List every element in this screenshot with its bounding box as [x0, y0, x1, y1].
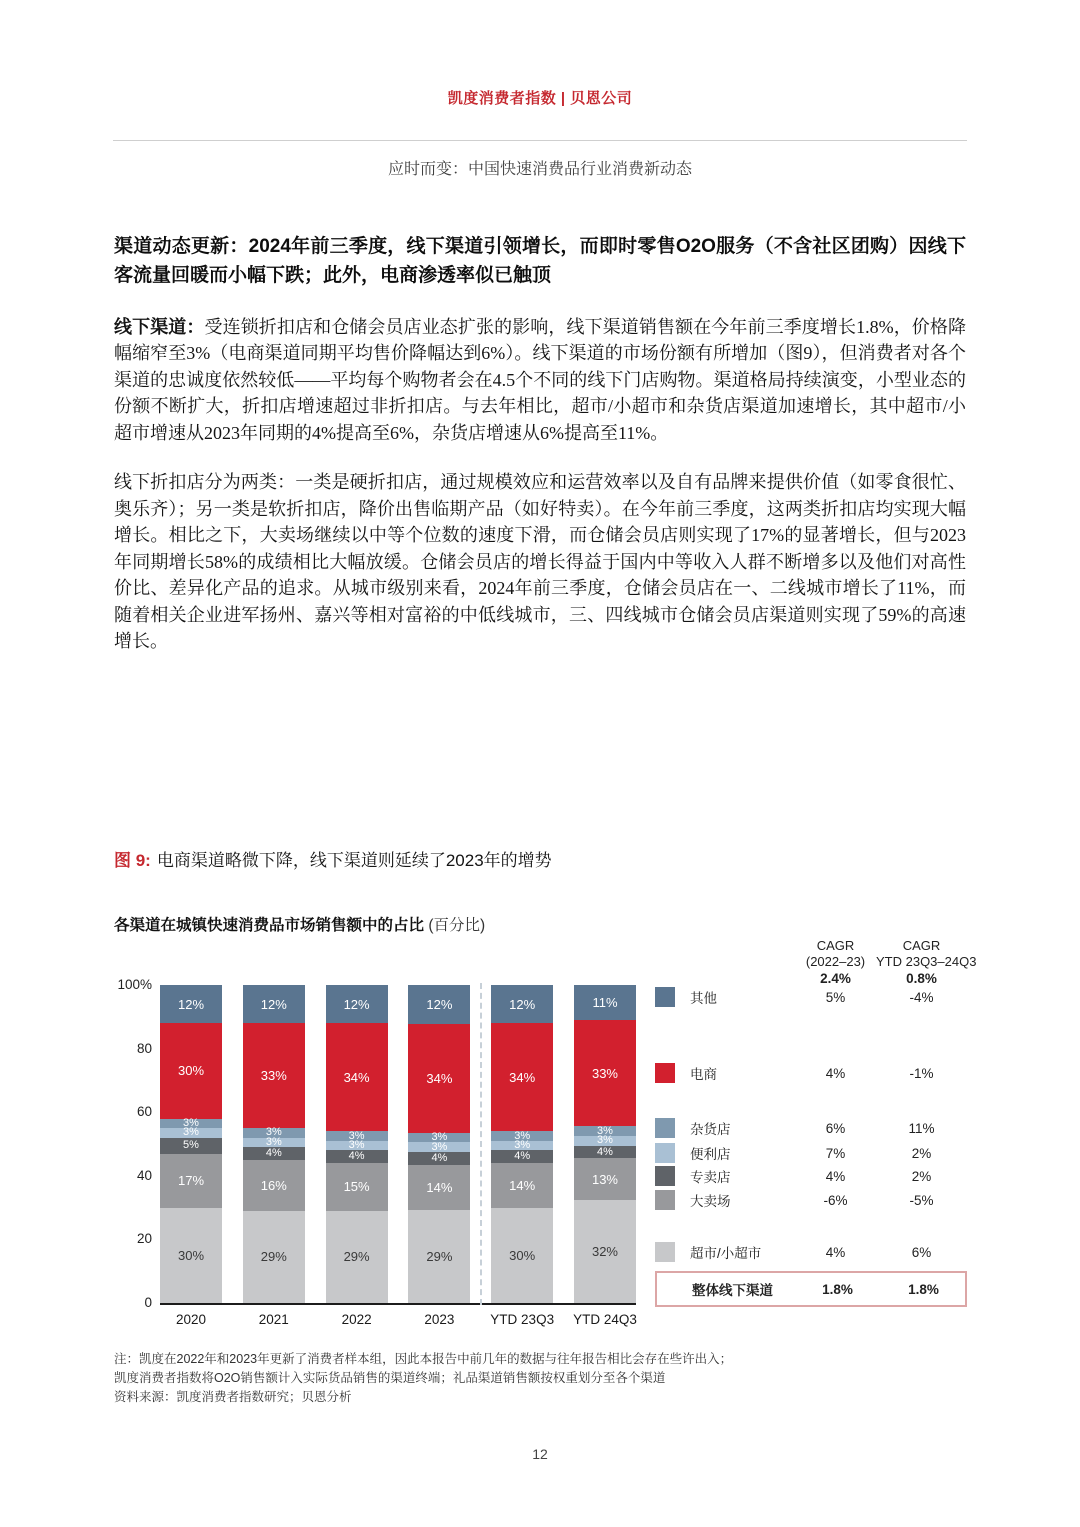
x-label-text: 2023 [424, 1312, 455, 1327]
cagr-header-line2: (2022–23) [805, 954, 866, 969]
x-label-2021 [243, 1312, 305, 1327]
x-label-2023 [408, 1312, 470, 1327]
segment-电商 [491, 1023, 553, 1131]
segment-其他 [326, 985, 388, 1023]
chart-title-text: 各渠道在城镇快速消费品市场销售额中的占比 [114, 917, 425, 934]
figure-label: 图 9: [114, 851, 151, 870]
cagr-header-line1: CAGR [816, 938, 855, 953]
segment-value: 33% [260, 1068, 287, 1084]
segment-value: 3% [431, 1131, 448, 1144]
paragraph-1-lead: 线下渠道： [114, 317, 205, 337]
segment-value: 12% [177, 996, 205, 1012]
legend-ytd-value: 2% [911, 1145, 932, 1161]
legend-total-label: 整体线下渠道 [692, 1283, 773, 1298]
segment-便利店 [408, 1142, 470, 1152]
segment-value: 3% [597, 1134, 613, 1147]
segment-大卖场 [574, 1158, 636, 1200]
legend-row-超市/小超市 [655, 1241, 967, 1263]
segment-value: 32% [591, 1244, 618, 1260]
segment-value: 14% [509, 1177, 536, 1193]
segment-其他 [574, 985, 636, 1020]
legend-swatch-icon [655, 1166, 675, 1186]
figure-caption-text: 电商渠道略微下降，线下渠道则延续了2023年的增势 [156, 851, 552, 870]
x-label-text: 2022 [341, 1312, 372, 1327]
legend-row-杂货店 [655, 1117, 967, 1139]
legend-label: 便利店 [690, 1147, 731, 1162]
x-label-text: 2020 [175, 1312, 207, 1327]
paragraph-1-text: 受连锁折扣店和仓储会员店业态扩张的影响，线下渠道销售额在今年前三季度增长1.8%，价格降幅缩窄至3%（电商渠道同期平均售价降幅达到6%）。线下渠道的市场份额有所增加（图9），但消费者对各个渠道的忠诚度依然较低——平均每个购物者会在4.5个不同的线下门店购物。渠道格局持续演变，小型业态的份额不断扩大，折扣店增速超过非折扣店。与去年相比，超市/小超市和杂货店渠道加速增长，其中超市/小超市增速从2023年同期的4%提高至6%，杂货店增速从6%提高至11%。 [114, 317, 966, 443]
legend-label: 电商 [690, 1067, 717, 1082]
chart-title [114, 913, 485, 935]
segment-便利店 [160, 1128, 222, 1138]
bar-YTD 23Q3 [491, 985, 553, 1303]
segment-value: 17% [177, 1173, 205, 1189]
legend-ytd-value: 2% [911, 1168, 932, 1184]
legend-cagr-value: 4% [825, 1065, 846, 1081]
x-label-YTD 24Q3 [574, 1312, 636, 1327]
legend-row-便利店 [655, 1142, 967, 1164]
ytd-column-header [876, 938, 977, 987]
legend-cagr-value: 5% [825, 989, 846, 1005]
x-axis [160, 1312, 636, 1327]
legend-cagr-value: 7% [825, 1145, 846, 1161]
legend-ytd-value: -4% [909, 989, 934, 1005]
x-label-2020 [160, 1312, 222, 1327]
bar-2021 [243, 985, 305, 1303]
legend-swatch-icon [655, 1143, 675, 1163]
legend-swatch-icon [655, 1118, 675, 1138]
legend-label: 杂货店 [690, 1122, 731, 1137]
cagr-column-header [795, 938, 876, 987]
bar-2022 [326, 985, 388, 1303]
segment-value: 12% [426, 996, 453, 1012]
y-tick: 80 [136, 1040, 152, 1056]
segment-value: 14% [426, 1179, 453, 1195]
segment-大卖场 [491, 1163, 553, 1208]
segment-超市/小超市 [160, 1208, 222, 1303]
legend-swatch-icon [655, 1242, 675, 1262]
segment-value: 3% [431, 1140, 448, 1153]
segment-超市/小超市 [326, 1211, 388, 1303]
segment-value: 34% [509, 1069, 536, 1085]
segment-value: 29% [343, 1249, 370, 1265]
segment-超市/小超市 [243, 1211, 305, 1303]
legend-row-专卖店 [655, 1165, 967, 1187]
segment-value: 4% [265, 1147, 282, 1160]
segment-便利店 [574, 1136, 636, 1146]
legend-label: 专卖店 [690, 1170, 731, 1185]
segment-大卖场 [408, 1165, 470, 1210]
ytd-total-value: 0.8% [906, 971, 937, 986]
segment-value: 4% [597, 1145, 613, 1158]
segment-value: 3% [183, 1116, 199, 1129]
section-heading: 渠道动态更新：2024年前三季度，线下渠道引领增长，而即时零售O2O服务（不含社区团购）因线下客流量回暖而小幅下跌；此外，电商渗透率似已触顶 [114, 236, 966, 286]
segment-value: 30% [177, 1063, 205, 1079]
segment-大卖场 [160, 1154, 222, 1208]
bars [160, 985, 636, 1305]
y-tick: 100% [117, 977, 152, 992]
segment-电商 [243, 1023, 305, 1128]
y-tick: 60 [136, 1104, 152, 1120]
segment-便利店 [326, 1141, 388, 1151]
segment-value: 30% [509, 1247, 536, 1263]
segment-value: 4% [348, 1150, 365, 1163]
legend-ytd-value: 6% [911, 1244, 932, 1260]
header-divider [113, 140, 967, 141]
segment-便利店 [243, 1135, 305, 1148]
legend-cagr-value: 4% [825, 1244, 846, 1260]
x-label-text: YTD 23Q3 [490, 1312, 555, 1327]
legend-header [655, 938, 977, 987]
segment-value: 12% [509, 996, 536, 1012]
x-label-text: YTD 24Q3 [573, 1312, 637, 1327]
legend-row-其他 [655, 986, 967, 1008]
note-line-1: 注：凯度在2022年和2023年更新了消费者样本组，因此本报告中前几年的数据与往年报告相比会存在些许出入； [114, 1352, 733, 1366]
bar-YTD 24Q3 [574, 985, 636, 1303]
legend-ytd-value: 11% [908, 1120, 935, 1136]
x-label-YTD 23Q3 [491, 1312, 553, 1327]
paragraph-1 [114, 314, 966, 446]
page-number: 12 [532, 1446, 548, 1462]
y-tick: 20 [136, 1231, 152, 1247]
legend-cagr-value: -6% [823, 1192, 848, 1208]
segment-value: 29% [426, 1248, 453, 1264]
segment-value: 3% [514, 1139, 531, 1152]
segment-专卖店 [491, 1150, 553, 1163]
doc-title: 应时而变：中国快速消费品行业消费新动态 [387, 161, 692, 178]
legend-total-ytd: 1.8% [908, 1281, 939, 1297]
segment-value: 15% [343, 1179, 370, 1195]
legend-label: 大卖场 [690, 1194, 731, 1209]
segment-其他 [243, 985, 305, 1023]
y-tick: 0 [144, 1295, 152, 1310]
legend-total-row [655, 1271, 967, 1307]
segment-专卖店 [326, 1150, 388, 1163]
segment-value: 13% [591, 1171, 618, 1187]
ytd-header-line2: YTD 23Q3–24Q3 [876, 954, 977, 969]
legend-swatch-icon [655, 1063, 675, 1083]
y-axis [114, 977, 152, 1310]
legend-swatch-icon [655, 1190, 675, 1210]
note-line-2: 凯度消费者指数将O2O销售额计入实际货品销售的渠道终端；礼品渠道销售额按权重划分至各个渠道 [114, 1371, 666, 1385]
paragraph-2: 线下折扣店分为两类：一类是硬折扣店，通过规模效应和运营效率以及自有品牌来提供价值（如零食很忙、奥乐齐）；另一类是软折扣店，降价出售临期产品（如好特卖）。在今年前三季度，这两类折扣店均实现大幅增长。相比之下，大卖场继续以中等个位数的速度下滑，而仓储会员店则实现了17%的显著增长，但与2023年同期增长58%的成绩相比大幅放缓。仓储会员店的增长得益于国内中等收入人群不断增多以及他们对高性价比、差异化产品的追求。从城市级别来看，2024年前三季度，仓储会员店在一、二线城市增长了11%，而随着相关企业进军扬州、嘉兴等相对富裕的中低线城市，三、四线城市仓储会员店渠道则实现了59%的高速增长。 [114, 472, 966, 651]
legend-ytd-value: -1% [909, 1065, 934, 1081]
legend-row-电商 [655, 1062, 967, 1084]
segment-超市/小超市 [574, 1200, 636, 1303]
segment-value: 3% [514, 1129, 531, 1142]
segment-value: 5% [183, 1139, 199, 1152]
segment-便利店 [491, 1141, 553, 1151]
segment-电商 [326, 1023, 388, 1131]
legend-cagr-value: 6% [825, 1120, 846, 1136]
legend-swatch-icon [655, 987, 675, 1007]
segment-专卖店 [408, 1152, 470, 1165]
segment-value: 3% [348, 1139, 365, 1152]
segment-专卖店 [574, 1146, 636, 1159]
segment-专卖店 [243, 1147, 305, 1160]
legend-total-cagr: 1.8% [822, 1281, 853, 1297]
legend-cagr-value: 4% [825, 1168, 846, 1184]
segment-专卖店 [160, 1138, 222, 1154]
brand-header: 凯度消费者指数 | 贝恩公司 [447, 90, 633, 107]
segment-value: 3% [265, 1126, 282, 1139]
segment-超市/小超市 [491, 1208, 553, 1303]
segment-value: 30% [177, 1247, 205, 1263]
segment-value: 34% [426, 1070, 453, 1086]
article [114, 233, 966, 677]
legend-ytd-value: -5% [909, 1192, 934, 1208]
chart-title-unit: (百分比) [428, 917, 486, 934]
segment-value: 29% [260, 1249, 287, 1265]
y-tick: 40 [136, 1167, 152, 1183]
segment-其他 [160, 985, 222, 1023]
x-label-2022 [326, 1312, 388, 1327]
legend-row-大卖场 [655, 1189, 967, 1211]
segment-value: 12% [343, 996, 370, 1012]
footnotes [114, 1350, 966, 1407]
segment-value: 4% [514, 1150, 531, 1163]
period-divider [480, 983, 482, 1305]
segment-超市/小超市 [408, 1210, 470, 1303]
segment-value: 3% [265, 1135, 282, 1148]
figure-caption [114, 846, 552, 871]
segment-电商 [408, 1024, 470, 1133]
bar-2020 [160, 985, 222, 1303]
segment-value: 16% [260, 1177, 287, 1193]
segment-其他 [491, 985, 553, 1023]
ytd-header-line1: CAGR [902, 938, 941, 953]
legend-label: 超市/小超市 [690, 1246, 762, 1261]
legend-table [655, 938, 977, 1318]
segment-value: 12% [260, 996, 287, 1012]
segment-value: 34% [343, 1069, 370, 1085]
note-line-3: 资料来源：凯度消费者指数研究；贝恩分析 [114, 1390, 352, 1404]
segment-大卖场 [243, 1160, 305, 1211]
x-label-text: 2021 [258, 1312, 289, 1327]
segment-value: 3% [183, 1126, 199, 1139]
segment-value: 3% [597, 1124, 613, 1137]
cagr-total-value: 2.4% [820, 971, 851, 986]
segment-其他 [408, 985, 470, 1024]
segment-电商 [160, 1023, 222, 1118]
bar-2023 [408, 985, 470, 1303]
segment-电商 [574, 1020, 636, 1126]
segment-大卖场 [326, 1163, 388, 1211]
legend-label: 其他 [690, 991, 717, 1006]
segment-value: 33% [591, 1065, 618, 1081]
segment-value: 3% [348, 1129, 365, 1142]
stacked-bar-chart [114, 977, 642, 1350]
segment-value: 4% [431, 1151, 448, 1164]
segment-value: 11% [592, 995, 618, 1011]
